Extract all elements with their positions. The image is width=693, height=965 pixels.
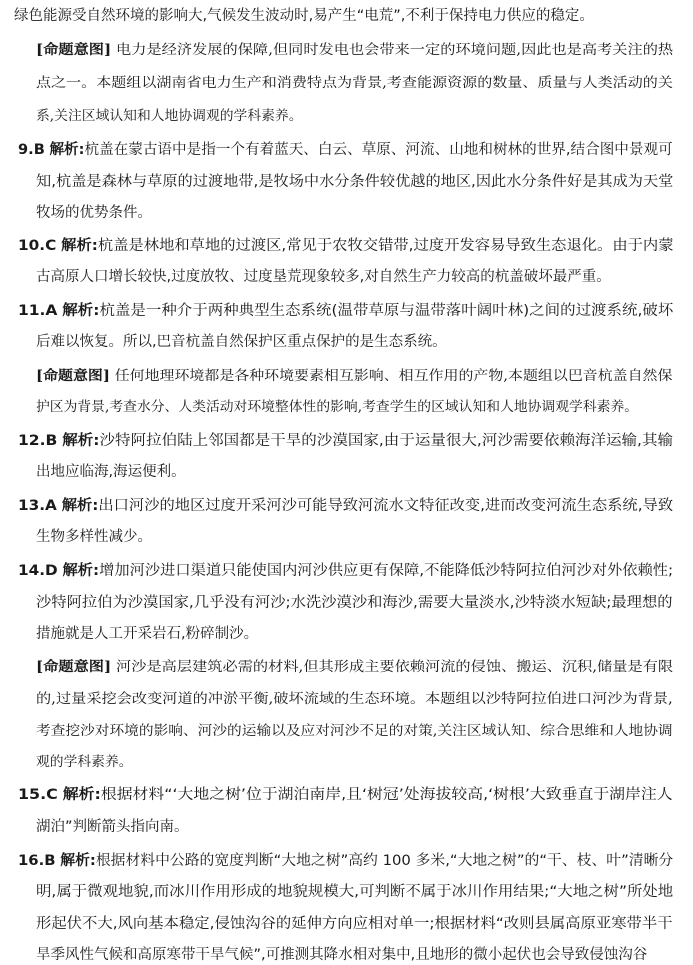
intent-text: 护区为背景,考查水分、人类活动对环境整体性的影响,考查学生的区域认知和人地协调观学科素养。 — [36, 399, 639, 415]
answer-text: 明,属于微观地貌,而冰川作用形成的地貌规模大,可判断不属于冰川作用结果;“大地之树”所处地 — [36, 884, 674, 900]
answer-text: 根据材料“‘大地之树’位于湖泊南岸,且‘树冠’处海拔较高,‘树根’大致垂直于湖岸注人 — [100, 787, 673, 803]
analysis-label: 解析: — [49, 142, 85, 158]
answer-text: 沙特阿拉伯为沙漠国家,几乎没有河沙;水洗沙漠沙和海沙,需要大量淡水,沙特淡水短缺;最理想的 — [36, 595, 673, 611]
answer-line — [36, 172, 673, 192]
answer-text: 旱季风性气候和高原寒带干旱气候”,可推测其降水相对集中,且地形的微小起伏也会导致侵蚀沟谷 — [36, 947, 648, 963]
answer-line — [18, 851, 673, 871]
answer-text: 根据材料中公路的宽度判断“大地之树”高约 100 多米,“大地之树”的“干、枝、叶”清晰分 — [95, 853, 674, 869]
answer-line — [36, 914, 673, 934]
answer-line — [36, 462, 186, 482]
answer-text: 牧场的优势条件。 — [36, 205, 152, 221]
answer-text: 沙特阿拉伯陆上邻国都是干旱的沙漠国家,由于运量很大,河沙需要依赖海洋运输,其输 — [99, 433, 674, 449]
answer-line — [36, 882, 673, 902]
question-number: 16.B — [18, 853, 56, 869]
answer-line — [18, 431, 673, 451]
answer-line — [36, 593, 673, 613]
answer-line — [36, 332, 447, 352]
answer-line — [36, 945, 647, 965]
answer-text: 增加河沙进口渠道只能使国内河沙供应更有保障,不能降低沙特阿拉伯河沙对外依赖性; — [99, 563, 674, 579]
answer-text: 形起伏不大,风向基本稳定,侵蚀沟谷的延伸方向应相对单一;根据材料“改则县属高原亚寒带半干 — [36, 916, 673, 932]
answer-line — [36, 203, 152, 223]
analysis-label: 解析: — [61, 498, 99, 514]
answer-text: 后难以恢复。所以,巴音杭盖自然保护区重点保护的是生态系统。 — [36, 334, 447, 350]
intent-line — [36, 40, 673, 60]
answer-text: 古高原人口增长较快,过度放牧、过度垦荒现象较多,对自然生产力较高的杭盖破坏最严重。 — [36, 269, 611, 285]
question-number: 13.A — [18, 498, 57, 514]
intent-tag: [命题意图] — [36, 42, 112, 58]
analysis-label: 解析: — [62, 303, 100, 319]
question-number: 15.C — [18, 787, 58, 803]
intent-line — [36, 721, 673, 741]
answer-text: 杭盖是林地和草地的过渡区,常见于农牧交错带,过度开发容易导致生态退化。由于内蒙 — [97, 238, 674, 254]
answer-text: 出地应临海,海运便利。 — [36, 464, 186, 480]
intent-line — [36, 657, 673, 677]
intent-line — [36, 106, 303, 126]
intent-text: 河沙是高层建筑必需的材料,但其形成主要依赖河流的侵蚀、搬运、沉积,储量是有限 — [116, 659, 674, 675]
answer-text: 措施就是人工开采岩石,粉碎制沙。 — [36, 626, 259, 642]
answer-line — [18, 301, 673, 321]
question-number: 10.C — [18, 238, 57, 254]
answer-text: 湖泊”判断箭头指向南。 — [36, 819, 189, 835]
analysis-label: 解析: — [62, 433, 100, 449]
intent-text: 电力是经济发展的保障,但同时发电也会带来一定的环境问题,因此也是高考关注的热 — [116, 42, 674, 58]
intent-line — [36, 366, 672, 386]
question-number: 11.A — [18, 303, 58, 319]
paragraph-text: 绿色能源受自然环境的影响大,气候发生波动时,易产生“电荒”,不利于保持电力供应的稳定。 — [14, 8, 594, 24]
answer-text: 杭盖是一种介于两种典型生态系统(温带草原与温带落叶阔叶林)之间的过渡系统,破坏 — [99, 303, 674, 319]
answer-line — [36, 817, 189, 837]
intent-line — [36, 397, 638, 417]
answer-text: 生物多样性减少。 — [36, 529, 152, 545]
intent-text: 点之一。本题组以湖南省电力生产和消费特点为背景,考查能源资源的数量、质量与人类活动的关 — [36, 75, 673, 91]
question-number: 9.B — [18, 142, 45, 158]
answer-text: 知,杭盖是森林与草原的过渡地带,是牧场中水分条件较优越的地区,因此水分条件好是其成为天堂 — [36, 174, 674, 190]
answer-line — [18, 236, 674, 256]
intent-line — [36, 752, 133, 772]
question-number: 12.B — [18, 433, 58, 449]
analysis-label: 解析: — [62, 563, 100, 579]
intent-tag: [命题意图] — [36, 659, 112, 675]
intent-text: 系,关注区域认知和人地协调观的学科素养。 — [36, 108, 303, 124]
intent-tag: [命题意图] — [36, 368, 110, 384]
answer-line — [18, 785, 673, 805]
answer-text: 杭盖在蒙古语中是指一个有着蓝天、白云、草原、河流、山地和树林的世界,结合图中景观可 — [84, 142, 673, 158]
question-number: 14.D — [18, 563, 58, 579]
answer-text: 出口河沙的地区过度开采河沙可能导致河流水文特征改变,进而改变河流生态系统,导致 — [98, 498, 674, 514]
answer-line — [36, 624, 258, 644]
analysis-label: 解析: — [62, 787, 101, 803]
answer-line — [18, 561, 673, 581]
answer-line — [36, 527, 152, 547]
answer-line — [36, 267, 611, 287]
intent-text: 考查挖沙对环境的影响、河沙的运输以及应对河沙不足的对策,关注区域认知、综合思维和人地协调 — [36, 723, 673, 739]
answer-line — [18, 140, 673, 160]
intent-text: 任何地理环境都是各种环境要素相互影响、相互作用的产物,本题组以巴音杭盖自然保 — [114, 368, 673, 384]
intent-text: 的,过量采挖会改变河道的冲淤平衡,破坏流域的生态环境。本题组以沙特阿拉伯进口河沙为背景, — [36, 691, 673, 707]
analysis-label: 解析: — [60, 853, 96, 869]
answer-line — [18, 496, 673, 516]
analysis-label: 解析: — [61, 238, 98, 254]
intent-line — [36, 689, 673, 709]
continuation-text — [14, 6, 594, 26]
intent-text: 观的学科素养。 — [36, 754, 133, 770]
intent-line — [36, 73, 673, 93]
